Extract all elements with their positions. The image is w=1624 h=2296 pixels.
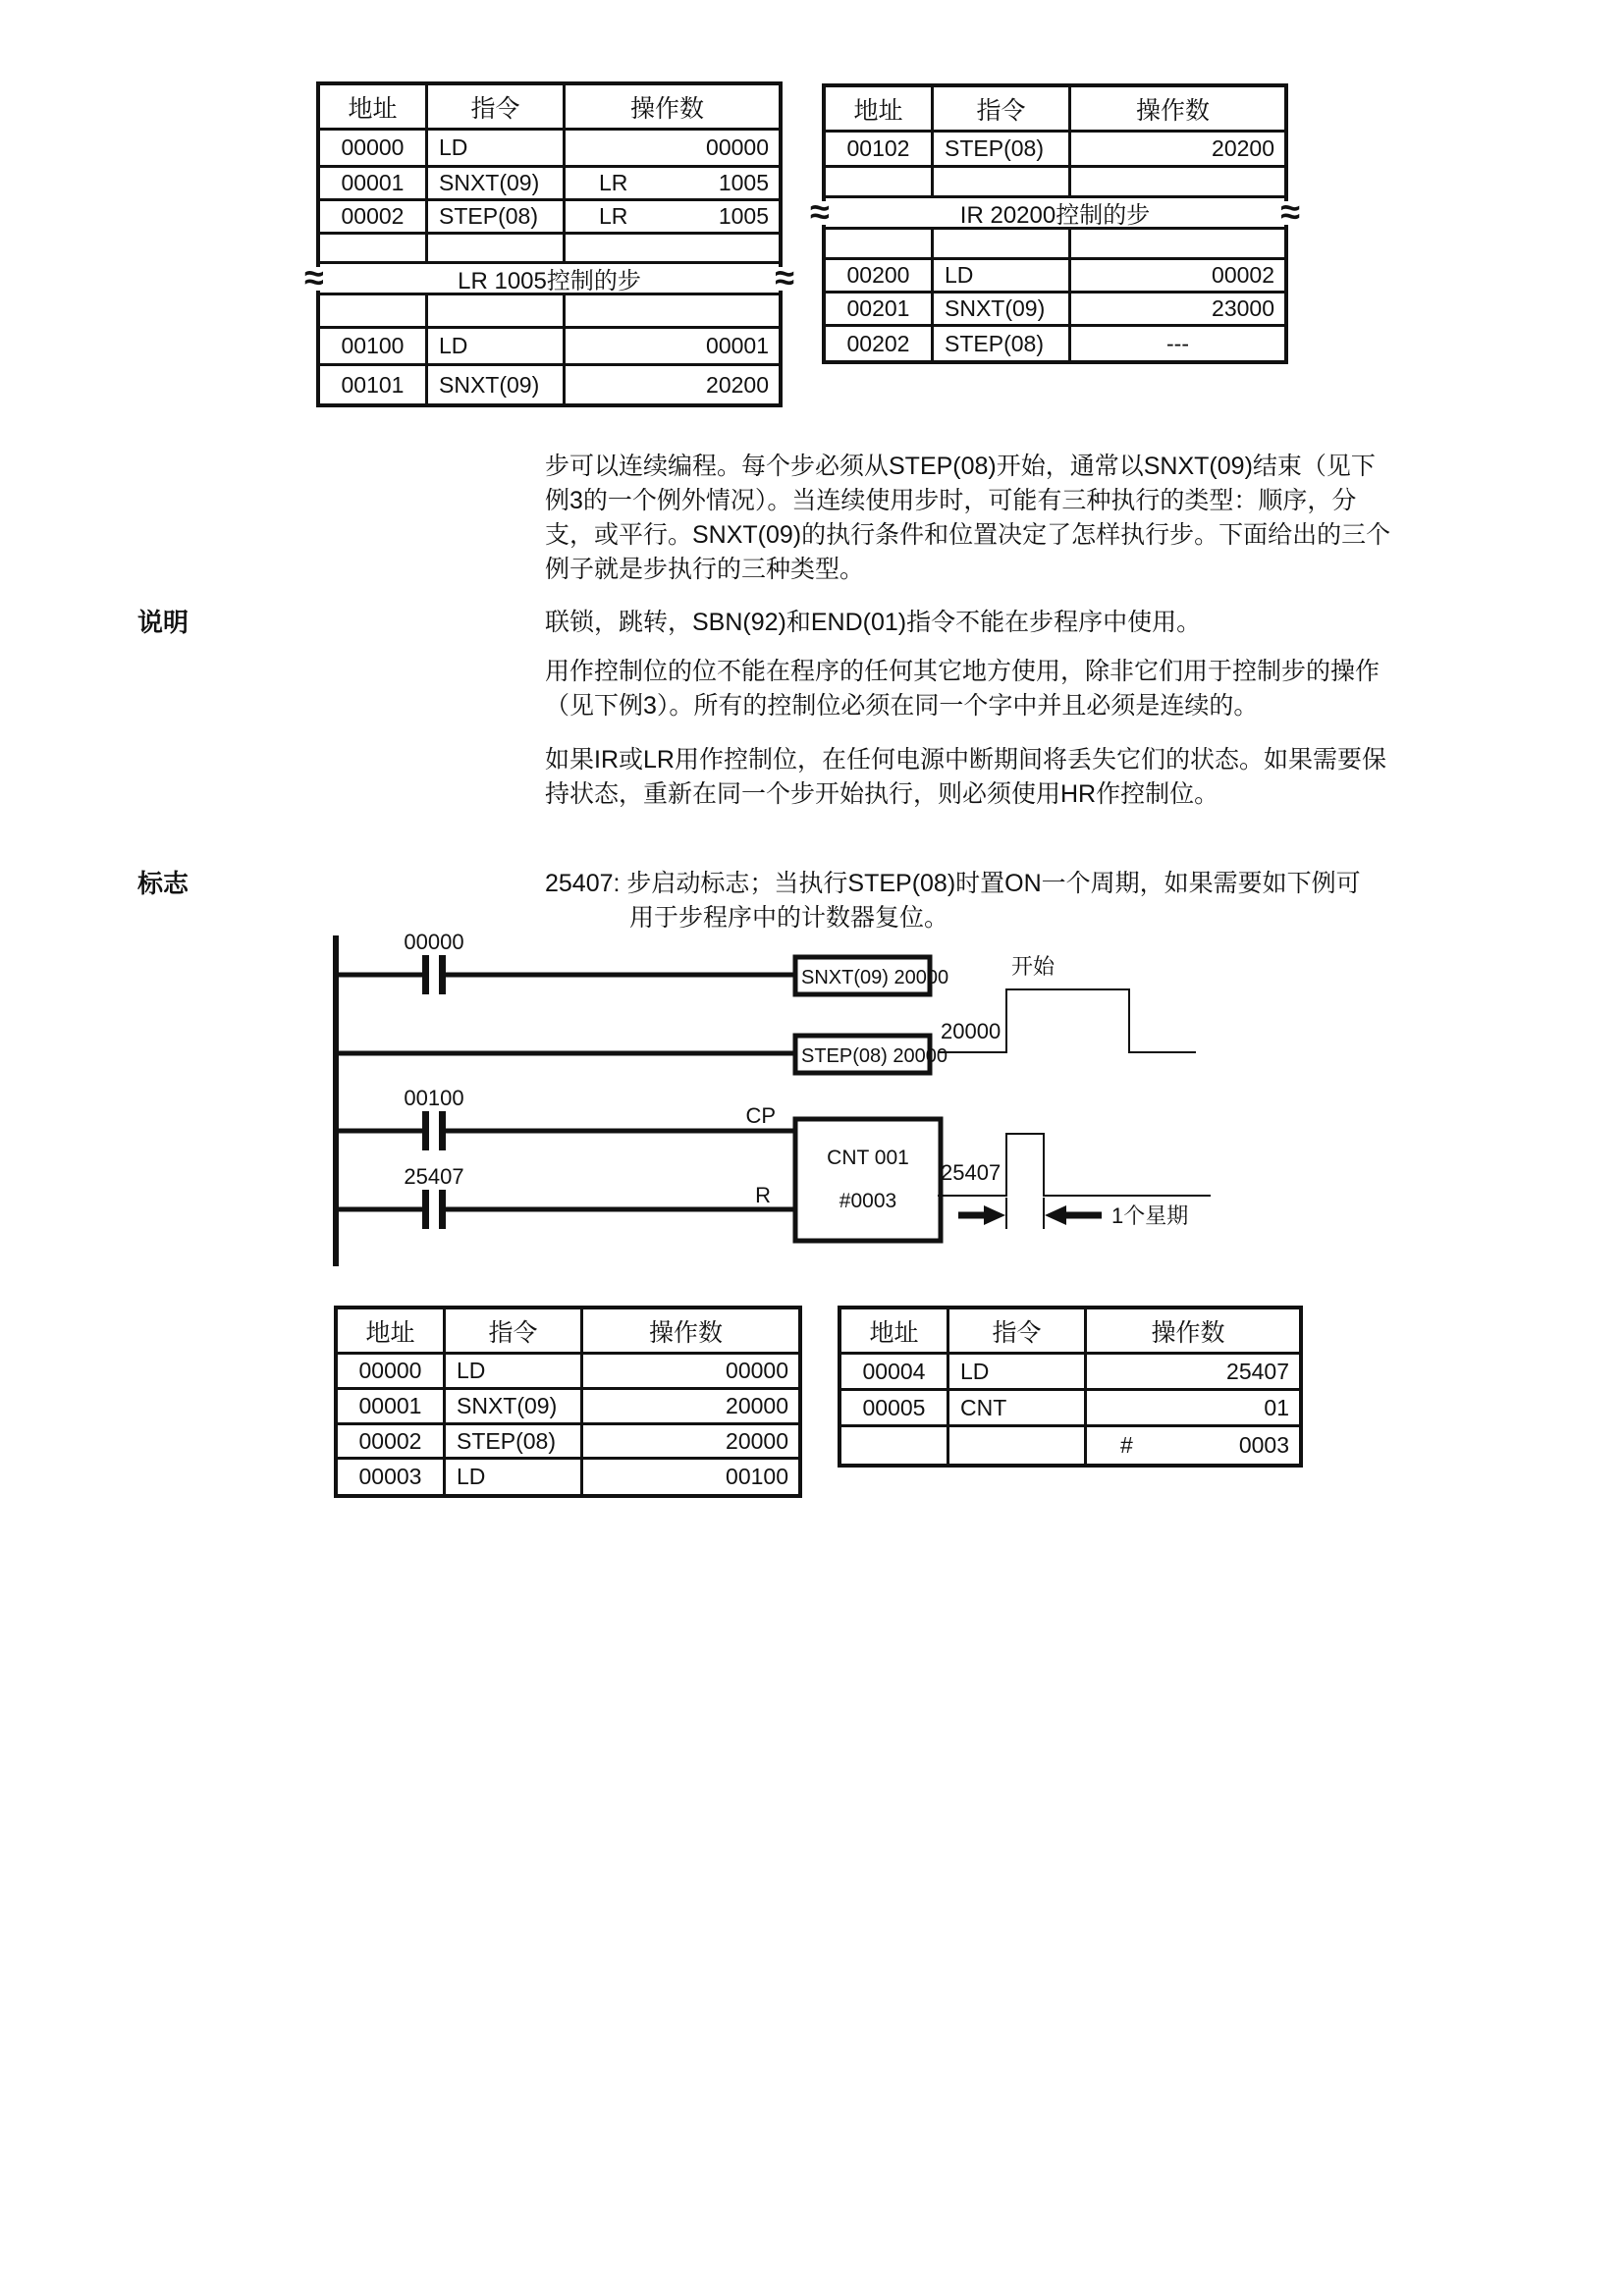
timing-signal-label: 20000: [941, 1019, 1001, 1043]
text-line: 步可以连续编程。每个步必须从STEP(08)开始，通常以SNXT(09)结束（见下: [545, 453, 1376, 480]
cell-instruction: STEP(08): [428, 201, 566, 232]
table-row: [826, 294, 1284, 327]
ladder-diagram: [324, 928, 1394, 1281]
cell-address: 00005: [841, 1391, 949, 1424]
operand-value: 20000: [726, 1393, 788, 1418]
cell-operand: [566, 168, 779, 198]
cell-operand: [1071, 294, 1284, 324]
operand-value: 23000: [1212, 295, 1274, 321]
table-row: [338, 1355, 798, 1390]
cell-operand: [583, 1390, 798, 1422]
timing-duration-label: 1个星期: [1111, 1203, 1189, 1228]
col-header-address: 地址: [320, 85, 428, 128]
cell-instruction: STEP(08): [446, 1425, 583, 1457]
cell-instruction: SNXT(09): [934, 294, 1071, 324]
snxt-instruction-label: SNXT(09) 20000: [801, 967, 949, 988]
operand-value: 00000: [706, 134, 769, 160]
text-line: 支，或平行。SNXT(09)的执行条件和位置决定了怎样执行步。下面给出的三个: [545, 521, 1391, 549]
cell-instruction: SNXT(09): [446, 1390, 583, 1422]
cell-instruction: SNXT(09): [428, 366, 566, 403]
contact-label: 00000: [404, 930, 464, 954]
table-header-row: [841, 1309, 1299, 1355]
operand-value: 00100: [726, 1464, 788, 1489]
operand-value: 00000: [726, 1358, 788, 1383]
text-line: 持状态，重新在同一个步开始执行，则必须使用HR作控制位。: [545, 780, 1219, 808]
col-header-address: 地址: [841, 1309, 949, 1352]
contact-label: 25407: [404, 1164, 464, 1189]
table-row-empty: [826, 230, 1284, 260]
cell-operand: [566, 201, 779, 232]
col-header-address: 地址: [338, 1309, 446, 1352]
section-label-flags: 标志: [137, 869, 189, 898]
table-row: [338, 1425, 798, 1460]
contact-icon: [439, 955, 446, 994]
table-row: [826, 260, 1284, 294]
contact-icon: [422, 1111, 429, 1150]
table-header-row: [338, 1309, 798, 1355]
cell-address: 00201: [826, 294, 934, 324]
notes-paragraphs: [545, 606, 1386, 812]
col-header-operand: 操作数: [648, 1318, 723, 1347]
cell-operand: [583, 1460, 798, 1494]
cell-operand: [566, 329, 779, 363]
col-header-instruction: 指令: [949, 1309, 1087, 1352]
operand-value: 0003: [1238, 1432, 1289, 1458]
timing-signal-label: 25407: [941, 1160, 1001, 1185]
cell-address: 00000: [338, 1355, 446, 1387]
break-marker: ≈: [775, 256, 794, 297]
col-header-instruction: 指令: [428, 85, 566, 128]
cell-operand: [1071, 133, 1284, 165]
cell-operand: [1071, 260, 1284, 291]
arrow-right-icon: [984, 1205, 1005, 1225]
section-label-notes: 说明: [137, 608, 189, 637]
operand-value: 20200: [706, 371, 769, 398]
counter-value-label: #0003: [839, 1190, 897, 1212]
cell-instruction: STEP(08): [934, 327, 1071, 360]
cell-instruction: LD: [428, 131, 566, 165]
cell-operand: [566, 131, 779, 165]
text-line: 25407: 步启动标志；当执行STEP(08)时置ON一个周期，如果需要如下例可: [545, 870, 1361, 897]
counter-box: [795, 1119, 941, 1241]
cell-operand: [583, 1355, 798, 1387]
cell-address: 00002: [320, 201, 428, 232]
table-row: [320, 329, 779, 366]
cell-instruction: LD: [428, 329, 566, 363]
col-header-address: 地址: [826, 87, 934, 130]
col-header-operand: 操作数: [629, 94, 704, 123]
cell-operand: [1071, 327, 1284, 360]
step-break-band: [810, 190, 1300, 232]
cell-operand: [1087, 1355, 1299, 1388]
contact-icon: [439, 1190, 446, 1229]
band-label: LR 1005控制的步: [458, 268, 641, 294]
contact-label: 00100: [404, 1086, 464, 1110]
operand-value: 1005: [718, 203, 769, 229]
text-line: 联锁，跳转，SBN(92)和END(01)指令不能在步程序中使用。: [545, 609, 1202, 636]
cell-instruction: LD: [446, 1355, 583, 1387]
table-header-row: [320, 85, 779, 131]
table-row: [320, 366, 779, 403]
table-row: [320, 131, 779, 168]
cell-address: 00101: [320, 366, 428, 403]
operand-value: 20000: [726, 1427, 788, 1454]
operand-area: LR: [599, 203, 628, 229]
cell-operand: [1087, 1391, 1299, 1424]
contact-icon: [422, 955, 429, 994]
table-row-empty: [826, 168, 1284, 198]
col-header-operand: 操作数: [1151, 1318, 1225, 1347]
operand-value: 1005: [718, 170, 769, 195]
table-row: [338, 1390, 798, 1425]
operand-area: LR: [599, 170, 628, 195]
table-row: [338, 1460, 798, 1494]
operand-value: 25407: [1226, 1358, 1289, 1384]
table-header-row: [826, 87, 1284, 133]
arrow-left-icon: [1045, 1205, 1066, 1225]
cell-instruction: LD: [446, 1460, 583, 1494]
contact-icon: [422, 1190, 429, 1229]
step-instruction-label: STEP(08) 20000: [801, 1045, 947, 1067]
cell-address: 00001: [338, 1390, 446, 1422]
col-header-instruction: 指令: [934, 87, 1071, 130]
text-line: 用作控制位的位不能在程序的任何其它地方使用，除非它们用于控制步的操作: [545, 658, 1380, 685]
operand-value: 20200: [1212, 135, 1274, 161]
cell-address: 00102: [826, 133, 934, 165]
table-row: [320, 201, 779, 235]
cell-address: 00003: [338, 1460, 446, 1494]
step-break-band: [304, 256, 794, 297]
cell-instruction: SNXT(09): [428, 168, 566, 198]
cell-instruction: LD: [934, 260, 1071, 291]
table-row: [841, 1391, 1299, 1427]
cell-instruction: CNT: [949, 1391, 1087, 1424]
timing-event-label: 开始: [1011, 954, 1056, 979]
operand-value: 00001: [706, 333, 769, 358]
cnt-cp-input-label: CP: [745, 1103, 776, 1128]
cell-address: 00004: [841, 1355, 949, 1388]
col-header-instruction: 指令: [446, 1309, 583, 1352]
cell-address: 00001: [320, 168, 428, 198]
cell-address: 00000: [320, 131, 428, 165]
cell-address: 00200: [826, 260, 934, 291]
cell-instruction: STEP(08): [934, 133, 1071, 165]
table-row-empty: [320, 295, 779, 329]
table-row-empty: [320, 235, 779, 264]
cell-address: 00202: [826, 327, 934, 360]
operand-value: ---: [1166, 330, 1189, 356]
text-line: 例3的一个例外情况）。当连续使用步时，可能有三种执行的类型：顺序，分: [545, 487, 1357, 514]
operand-value: 00002: [1212, 262, 1274, 288]
band-label: IR 20200控制的步: [959, 202, 1151, 229]
text-line: 如果IR或LR用作控制位，在任何电源中断期间将丢失它们的状态。如果需要保: [545, 746, 1386, 774]
cell-address: [841, 1427, 949, 1464]
text-line: 例子就是步执行的三种类型。: [545, 556, 865, 583]
table-row: [826, 327, 1284, 360]
flags-paragraph: [545, 867, 1361, 935]
table-row: [320, 168, 779, 201]
cell-instruction: LD: [949, 1355, 1087, 1388]
break-marker: ≈: [1280, 190, 1300, 232]
cell-instruction: [949, 1427, 1087, 1464]
text-line: （见下例3）。所有的控制位必须在同一个字中并且必须是连续的。: [545, 692, 1259, 720]
operand-area: #: [1120, 1432, 1133, 1458]
intro-paragraph: [545, 450, 1390, 587]
break-marker: ≈: [810, 190, 830, 232]
text-line: 用于步程序中的计数器复位。: [629, 904, 949, 932]
col-header-operand: 操作数: [1135, 96, 1210, 125]
mnemonic-table-bottom-left: [334, 1306, 802, 1498]
cell-address: 00002: [338, 1425, 446, 1457]
cnt-reset-input-label: R: [755, 1183, 771, 1207]
cell-operand: [566, 366, 779, 403]
operand-value: 01: [1264, 1394, 1289, 1420]
cell-operand: [583, 1425, 798, 1457]
counter-name-label: CNT 001: [827, 1147, 909, 1169]
mnemonic-table-top-right: [810, 83, 1300, 364]
contact-icon: [439, 1111, 446, 1150]
break-marker: ≈: [304, 256, 324, 297]
cell-address: 00100: [320, 329, 428, 363]
mnemonic-table-top-left: [304, 81, 794, 407]
table-row: [841, 1427, 1299, 1464]
table-row: [826, 133, 1284, 168]
cell-operand: [1087, 1427, 1299, 1464]
table-row: [841, 1355, 1299, 1391]
mnemonic-table-bottom-right: [838, 1306, 1303, 1468]
